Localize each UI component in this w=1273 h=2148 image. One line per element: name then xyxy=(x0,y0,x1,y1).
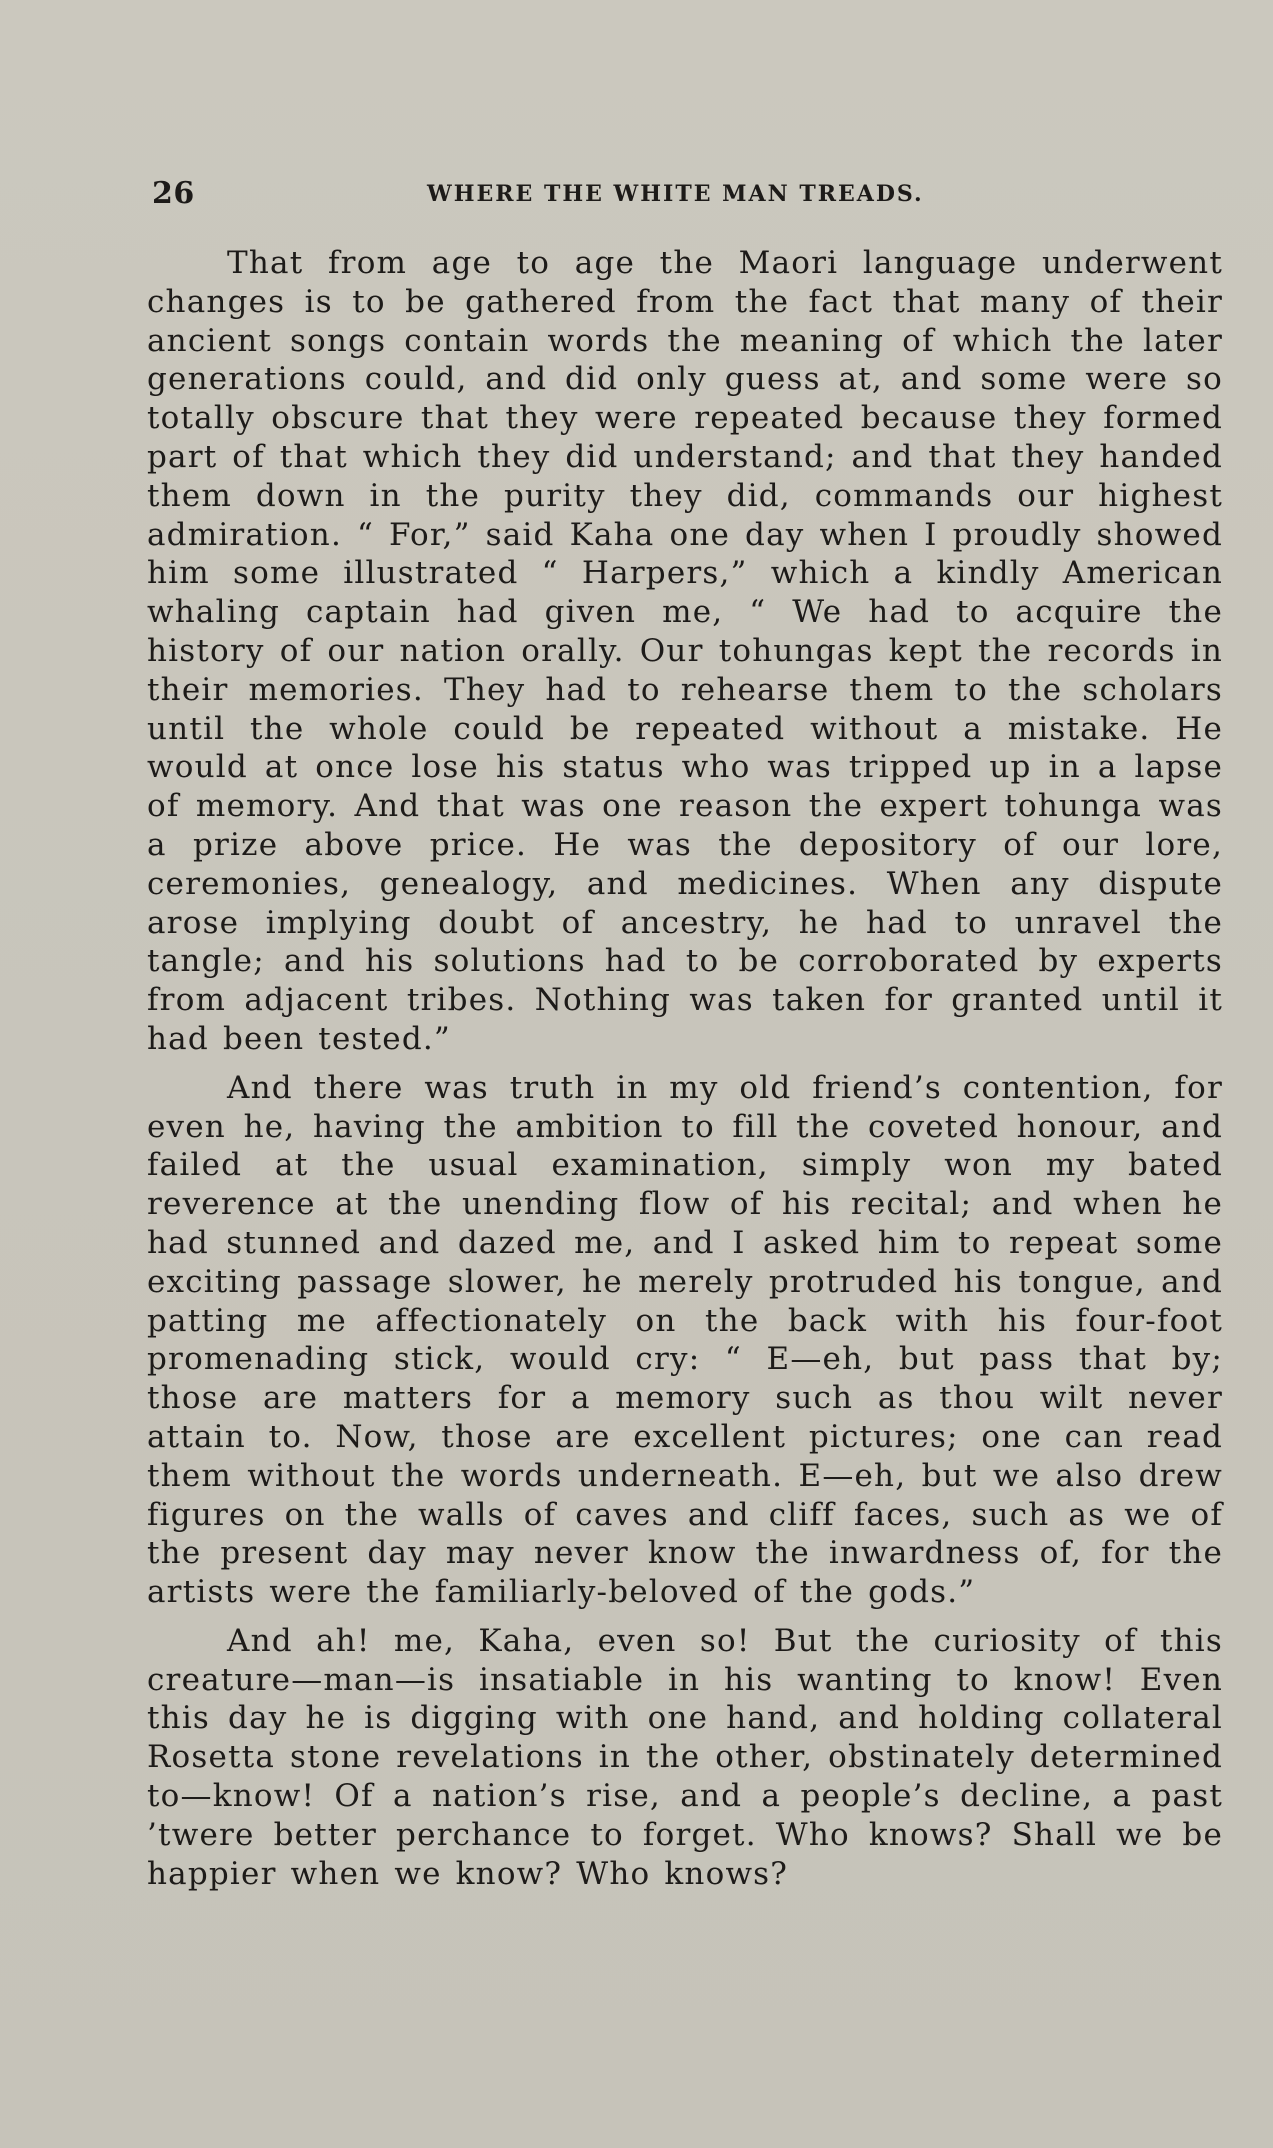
paragraph-3: And ah! me, Kaha, even so! But the curiosity of this creature—man—is insatiable in his wanting to know! Even this day he is digging with one hand, and holding collateral Rosetta stone revelations in the other, obstinately determined to—know! Of a nation’s rise, and a people’s decline, a past ’twere better perchance to forget. Who knows? Shall we be happier when we know? Who knows? xyxy=(147,1622,1223,1892)
body-text xyxy=(147,244,1223,1893)
running-title: WHERE THE WHITE MAN TREADS. xyxy=(427,181,924,207)
paragraph-1: That from age to age the Maori language underwent changes is to be gathered from the fact that many of their ancient songs contain words the meaning of which the later generations could, and did only guess at, and some were so totally obscure that they were repeated because they formed part of that which they did understand; and that they handed them down in the purity they did, commands our highest admiration. “ For,” said Kaha one day when I proudly showed him some illustrated “ Harpers,” which a kindly American whaling captain had given me, “ We had to acquire the history of our nation orally. Our tohungas kept the records in their memories. They had to rehearse them to the scholars until the whole could be repeated without a mistake. He would at once lose his status who was tripped up in a lapse of memory. And that was one reason the expert tohunga was a prize above price. He was the depository of our lore, ceremonies, genealogy, and medicines. When any dispute arose implying doubt of ancestry, he had to unravel the tangle; and his solutions had to be corroborated by experts from adjacent tribes. Nothing was taken for granted until it had been tested.” xyxy=(147,245,1223,1057)
page-number: 26 xyxy=(152,176,195,211)
running-header xyxy=(152,176,1222,216)
paragraph-2: And there was truth in my old friend’s contention, for even he, having the ambition to fill the coveted honour, and failed at the usual examination, simply won my bated reverence at the unending flow of his recital; and when he had stunned and dazed me, and I asked him to repeat some exciting passage slower, he merely protruded his tongue, and patting me affectionately on the back with his four-foot promenading stick, would cry: “ E—eh, but pass that by; those are matters for a memory such as thou wilt never attain to. Now, those are excellent pictures; one can read them without the words underneath. E—eh, but we also drew figures on the walls of caves and cliff faces, such as we of the present day may never know the inwardness of, for the artists were the familiarly-beloved of the gods.” xyxy=(147,1069,1223,1611)
